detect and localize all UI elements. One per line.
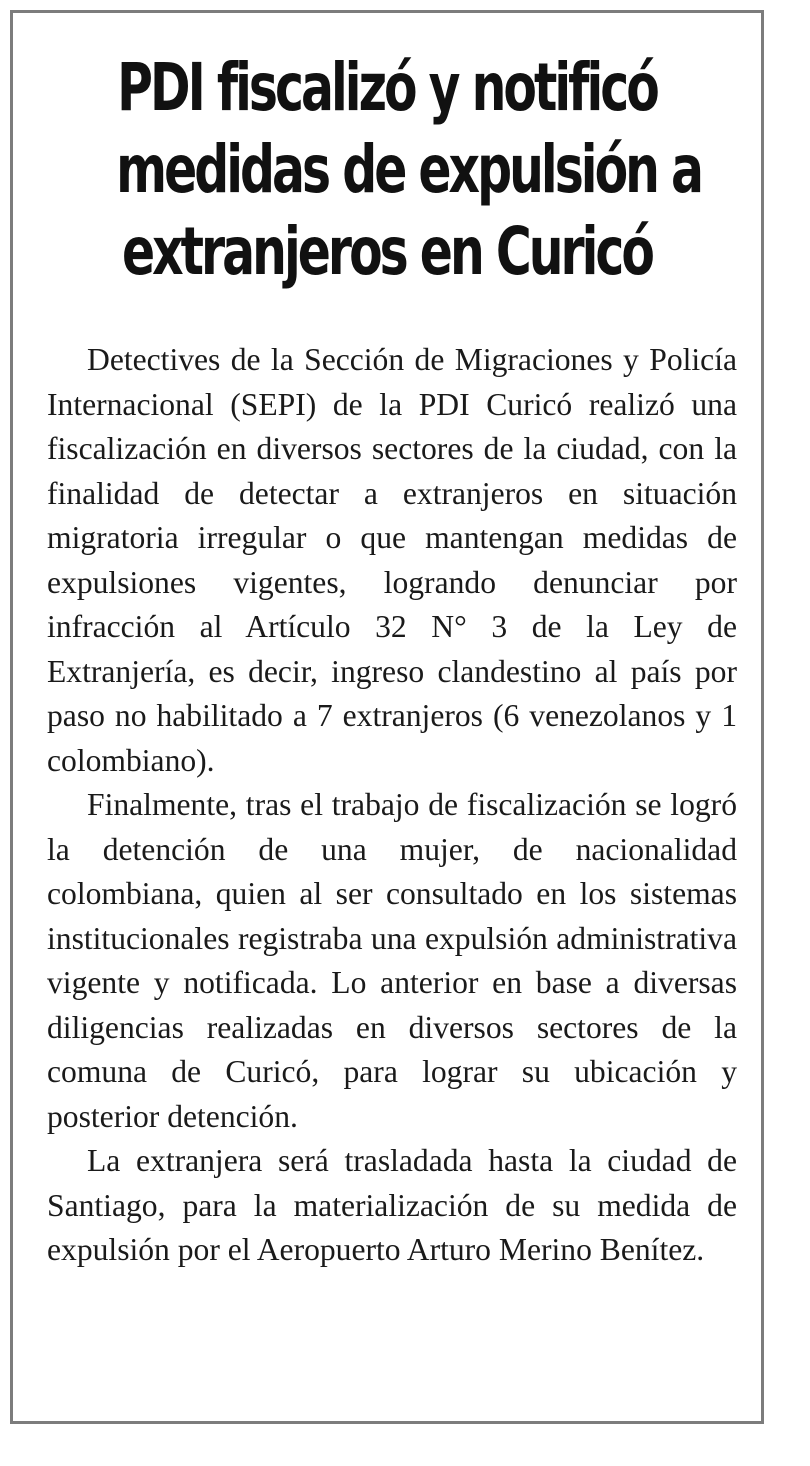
paragraph-1: Detectives de la Sección de Migraciones y Policía Internacional (SEPI) de la PDI Curicó realizó una fiscalización en diversos sectores de la ciudad, con la finalidad de detectar a extranjeros en situación migratoria irregular o que mantengan medidas de expulsiones vigentes, logrando denunciar por infracción al Artículo 32 N° 3 de la Ley de Extranjería, es decir, ingreso clandestino al país por paso no habilitado a 7 extranjeros (6 venezolanos y 1 colombiano). bbox=[47, 342, 737, 778]
article-body bbox=[47, 338, 737, 1273]
headline-line-3: extranjeros en Curicó bbox=[121, 213, 653, 290]
paragraph-2: Finalmente, tras el trabajo de fiscalización se logró la detención de una mujer, de nacionalidad colombiana, quien al ser consultado en los sistemas institucionales registraba una expulsión administrativa vigente y notificada. Lo anterior en base a diversas diligencias realizadas en diversos sectores de la comuna de Curicó, para lograr su ubicación y posterior detención. bbox=[47, 787, 737, 1134]
headline-line-2: medidas de expulsión a bbox=[116, 131, 702, 208]
paragraph-3: La extranjera será trasladada hasta la ciudad de Santiago, para la materialización de su medida de expulsión por el Aeropuerto Arturo Merino Benítez. bbox=[47, 1143, 737, 1267]
article-headline bbox=[110, 47, 702, 293]
article-frame bbox=[10, 10, 764, 1424]
headline-line-1: PDI fiscalizó y notificó bbox=[117, 49, 657, 126]
